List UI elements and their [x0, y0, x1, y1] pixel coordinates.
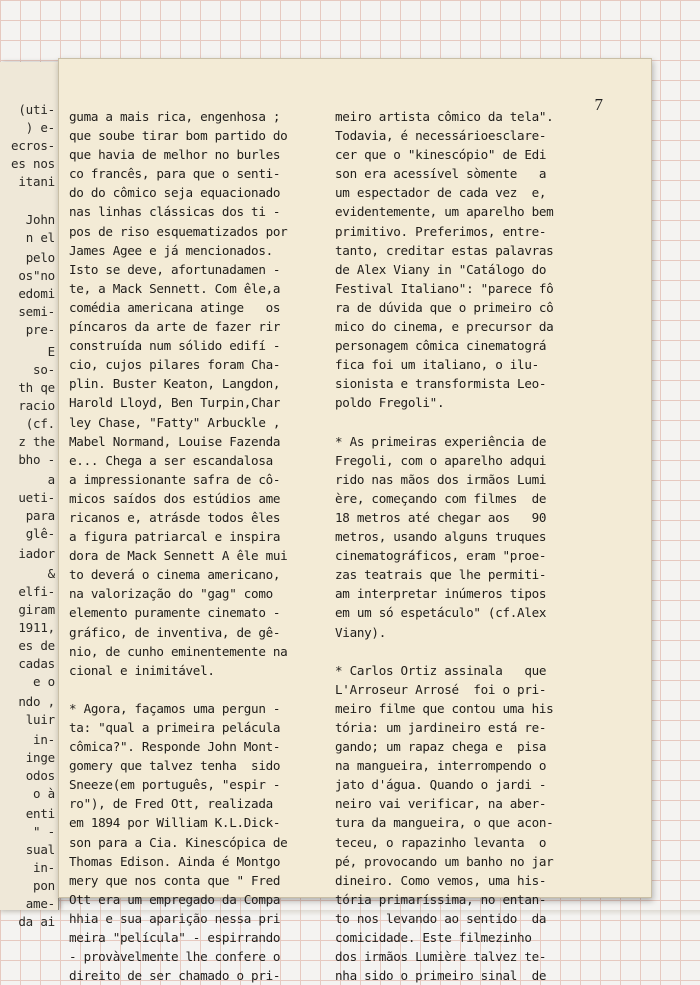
text-line	[335, 642, 605, 661]
text-line: 18 metros até chegar aos 90	[335, 509, 547, 525]
text-line: na mangueira, interrompendo o	[335, 758, 547, 774]
facing-page-fragment: giram	[18, 602, 55, 617]
text-line: Viany).	[335, 624, 386, 640]
text-line: L'Arroseur Arrosé foi o pri-	[335, 681, 547, 697]
text-line: meira "película" - espirrando	[69, 930, 281, 946]
text-line: Sneeze(em português, "espir -	[69, 777, 281, 793]
facing-page-fragment: &	[47, 566, 55, 581]
text-line: * Carlos Ortiz assinala que	[335, 662, 547, 678]
text-line: gráfico, de inventiva, de gê-	[69, 624, 281, 640]
page-number: 7	[594, 95, 603, 114]
text-line: comicidade. Este filmezinho	[335, 930, 532, 946]
text-line: nio, de cunho eminentemente na	[69, 643, 288, 659]
facing-page-fragment: semi-	[18, 304, 55, 319]
facing-page-fragment: (cf.	[25, 416, 55, 431]
text-line: de Alex Viany in "Catálogo do	[335, 261, 547, 277]
facing-page-fragment: ndo ,	[18, 694, 55, 709]
facing-page-fragment: e o	[33, 674, 55, 689]
facing-page-fragment: da ai	[18, 914, 55, 929]
facing-page-fragment: 1911,	[18, 620, 55, 635]
text-line: - provàvelmente lhe confere o	[69, 949, 281, 965]
text-line: tória primaríssima, no entan-	[335, 891, 547, 907]
text-line: teceu, o rapazinho levanta o	[335, 834, 547, 850]
facing-page-fragment: John	[25, 212, 55, 227]
facing-page-fragment: z the	[18, 434, 55, 449]
text-line: am interpretar inúmeros tipos	[335, 586, 547, 602]
text-line: a impressionante safra de cô-	[69, 471, 281, 487]
facing-page-fragment: elfi-	[18, 584, 55, 599]
text-line: cômica?". Responde John Mont-	[69, 739, 281, 755]
facing-page-fragment: odos	[25, 768, 55, 783]
text-line: dora de Mack Sennett A êle mui	[69, 548, 288, 564]
facing-page-fragment: ame-	[25, 896, 55, 911]
text-line: gomery que talvez tenha sido	[69, 758, 281, 774]
text-column-left	[69, 107, 317, 985]
facing-page-fragment: o à	[33, 786, 55, 801]
facing-page-fragment: pre-	[25, 322, 55, 337]
text-line: son era acessível sòmente a	[335, 166, 547, 182]
text-line	[69, 680, 317, 699]
text-line: dos irmãos Lumière talvez te-	[335, 949, 547, 965]
text-line: direito de ser chamado o pri-	[69, 968, 281, 984]
text-line: evidentemente, um aparelho bem	[335, 204, 554, 220]
text-line: elemento puramente cinemato -	[69, 605, 281, 621]
text-line: meiro filme que contou uma his	[335, 700, 554, 716]
facing-page-fragment: E	[47, 344, 55, 359]
facing-page-fragment: ) e-	[25, 120, 55, 135]
facing-page-fragment: a	[47, 472, 55, 487]
facing-page-fragment: (uti-	[18, 102, 55, 117]
text-line: zas teatrais que lhe permiti-	[335, 567, 547, 583]
text-line: mico do cinema, e precursor da	[335, 319, 554, 335]
facing-page-fragment: iador	[18, 546, 55, 561]
text-column-right	[335, 107, 605, 985]
text-line: cional e inimitável.	[69, 662, 215, 678]
facing-page-fragment: bho -	[18, 452, 55, 467]
text-line: ley Chase, "Fatty" Arbuckle ,	[69, 414, 281, 430]
text-line: um espectador de cada vez e,	[335, 185, 547, 201]
text-line: pé, provocando um banho no jar	[335, 853, 554, 869]
facing-page-fragment: in-	[33, 860, 55, 875]
text-line: micos saídos dos estúdios ame	[69, 490, 281, 506]
text-line: personagem cômica cinematográ	[335, 338, 547, 354]
text-line: ricanos e, atrásde todos êles	[69, 509, 281, 525]
text-line: ta: "qual a primeira pelácula	[69, 720, 281, 735]
text-line: poldo Fregoli".	[335, 395, 445, 411]
text-line: tura da mangueira, o que acon-	[335, 815, 554, 831]
text-line: rido nas mãos dos irmãos Lumi	[335, 471, 547, 487]
facing-page-fragment: racio	[18, 398, 55, 413]
facing-page-fragment: es nos	[11, 156, 55, 171]
facing-page-fragment: enti	[25, 806, 55, 821]
text-line: tanto, creditar estas palavras	[335, 242, 554, 258]
text-line: jato d'água. Quando o jardi -	[335, 777, 547, 793]
text-line: son para a Cia. Kinescópica de	[69, 834, 288, 850]
text-line: ro"), de Fred Ott, realizada	[69, 796, 273, 812]
text-line: nha sido o primeiro sinal de	[335, 968, 547, 984]
text-line	[335, 413, 605, 432]
typewritten-page	[58, 58, 652, 984]
text-line: em um só espetáculo" (cf.Alex	[335, 605, 547, 621]
text-line: em 1894 por William K.L.Dick-	[69, 815, 281, 831]
text-line: sionista e transformista Leo-	[335, 376, 547, 392]
text-line: hhia e sua aparição nessa pri	[69, 910, 281, 926]
text-line: e... Chega a ser escandalosa	[69, 452, 273, 468]
text-line: nas linhas clássicas dos ti -	[69, 204, 281, 220]
facing-page-edge	[0, 62, 59, 929]
text-line: píncaros da arte de fazer rir	[69, 319, 281, 335]
text-line: gando; um rapaz chega e pisa	[335, 739, 547, 755]
facing-page-fragment: pelo	[25, 250, 55, 265]
text-line: meiro artista cômico da tela".	[335, 109, 554, 124]
text-line: James Agee e já mencionados.	[69, 242, 273, 258]
facing-page-fragment: edomi	[18, 286, 55, 301]
facing-page-fragment: os"no	[18, 268, 55, 283]
text-line: dineiro. Como vemos, uma his-	[335, 872, 547, 888]
text-line: do do cômico seja equacionado	[69, 185, 281, 201]
facing-page-fragment: ecros-	[11, 138, 55, 153]
text-line: guma a mais rica, engenhosa ;	[69, 109, 281, 124]
text-line: ère, começando com filmes de	[335, 490, 547, 506]
facing-page-fragment: es de	[18, 638, 55, 653]
text-line: co francês, para que o senti-	[69, 166, 281, 182]
text-line: to nos levando ao sentido da	[335, 910, 547, 926]
facing-page-fragment: in-	[33, 732, 55, 747]
text-line: Isto se deve, afortunadamen -	[69, 261, 281, 277]
text-line: mery que nos conta que " Fred	[69, 872, 281, 888]
text-line: metros, usando alguns truques	[335, 529, 547, 545]
text-line: te, a Mack Sennett. Com êle,a	[69, 280, 281, 296]
facing-page-fragment: n el	[25, 230, 55, 245]
text-line: cer que o "kinescópio" de Edi	[335, 147, 547, 163]
text-line: Mabel Normand, Louise Fazenda	[69, 433, 281, 449]
text-line: neiro vai verificar, na aber-	[335, 796, 547, 812]
text-line: pos de riso esquematizados por	[69, 223, 288, 239]
text-line: Thomas Edison. Ainda é Montgo	[69, 853, 281, 869]
facing-page-fragment: glê-	[25, 526, 55, 541]
facing-page-fragment: th qe	[18, 380, 55, 395]
text-line: a figura patriarcal e inspira	[69, 529, 281, 545]
text-line: na valorização do "gag" como	[69, 586, 273, 602]
text-line: * Agora, façamos uma pergun -	[69, 700, 281, 716]
text-line: tória: um jardineiro está re-	[335, 720, 547, 735]
text-line: que soube tirar bom partido do	[69, 128, 288, 144]
text-line: Festival Italiano": "parece fô	[335, 280, 554, 296]
text-line: to deverá o cinema americano,	[69, 567, 281, 583]
facing-page-fragment: para	[25, 508, 55, 523]
text-line: ra de dúvida que o primeiro cô	[335, 299, 554, 315]
text-line: comédia americana atinge os	[69, 299, 281, 315]
text-line: Todavia, é necessárioesclare-	[335, 128, 547, 144]
text-line: Ott era um empregado da Compa	[69, 891, 281, 907]
facing-page-fragment: luir	[25, 712, 55, 727]
text-line: * As primeiras experiência de	[335, 433, 547, 449]
text-line: Fregoli, com o aparelho adqui	[335, 452, 547, 468]
text-line: que havia de melhor no burles	[69, 147, 281, 163]
facing-page-fragment: so-	[33, 362, 55, 377]
facing-page-fragment: sual	[25, 842, 55, 857]
facing-page-fragment: pon	[33, 878, 55, 893]
text-line: cio, cujos pilares foram Cha-	[69, 357, 281, 373]
text-line: Harold Lloyd, Ben Turpin,Char	[69, 395, 281, 411]
facing-page-fragment: cadas	[18, 656, 55, 671]
text-line: fica foi um italiano, o ilu-	[335, 357, 539, 373]
facing-page-fragment: itani	[18, 174, 55, 189]
text-line: cinematográficos, eram "proe-	[335, 548, 547, 564]
page-shadow	[0, 910, 700, 916]
text-line: construída num sólido edifí -	[69, 338, 281, 354]
text-line: plin. Buster Keaton, Langdon,	[69, 376, 281, 392]
text-line: primitivo. Preferimos, entre-	[335, 223, 547, 239]
facing-page-fragment: inge	[25, 750, 55, 765]
facing-page-fragment: " -	[33, 824, 55, 839]
facing-page-fragment: ueti-	[18, 490, 55, 505]
